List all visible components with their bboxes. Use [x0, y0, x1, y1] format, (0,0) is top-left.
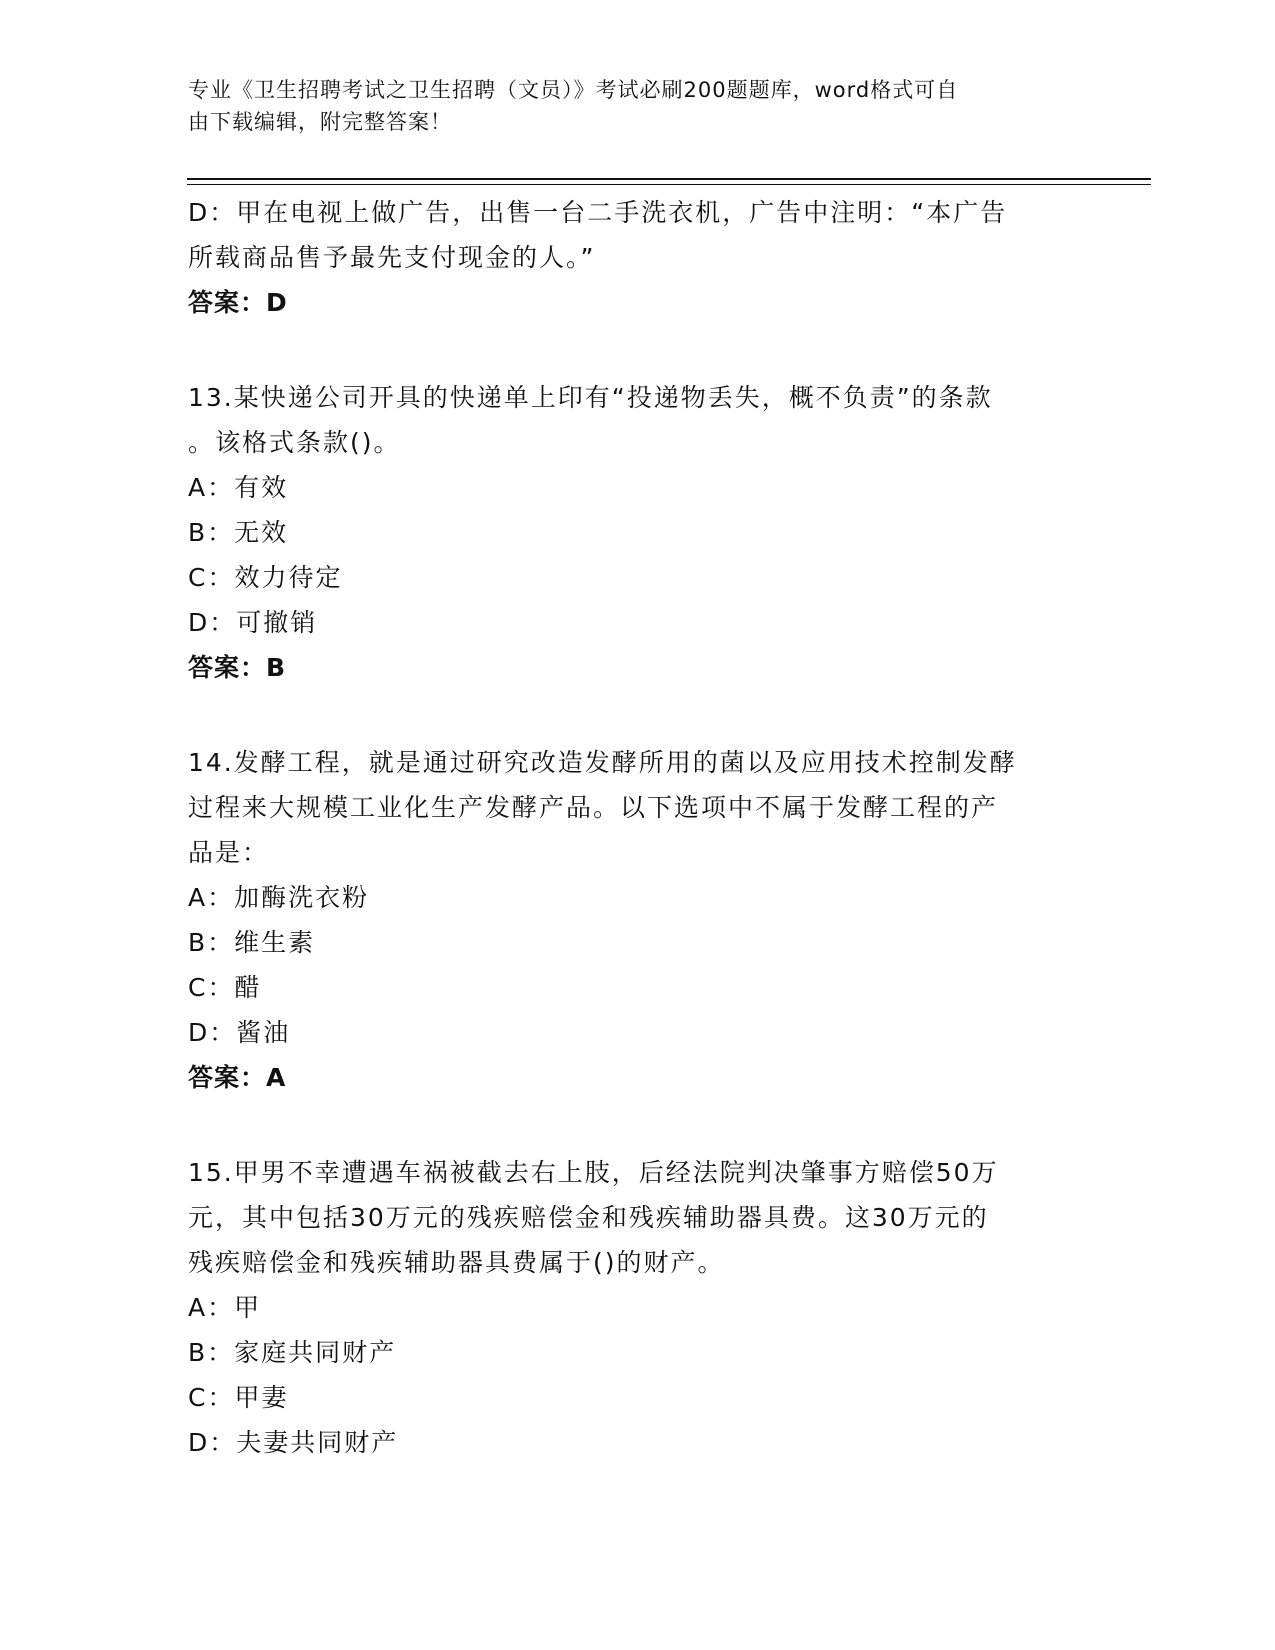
header-line-2: 由下载编辑，附完整答案！: [188, 110, 452, 134]
question-text-line: 13.某快递公司开具的快递单上印有“投递物丢失，概不负责”的条款: [188, 383, 993, 412]
option-a: A：有效: [188, 473, 289, 502]
answer-line: 答案：B: [188, 653, 287, 682]
answer-line: 答案：A: [188, 1063, 287, 1092]
question-text-line: 元，其中包括30万元的残疾赔偿金和残疾辅助器具费。这30万元的: [188, 1203, 989, 1232]
question-fragment: [188, 190, 1078, 326]
option-c: C：甲妻: [188, 1383, 289, 1412]
question-text-line: 14.发酵工程，就是通过研究改造发酵所用的菌以及应用技术控制发酵: [188, 748, 1017, 777]
document-header: [188, 74, 1068, 138]
question-15: [188, 1150, 1078, 1465]
question-text-line: 。该格式条款()。: [188, 428, 401, 457]
fragment-line: D：甲在电视上做广告，出售一台二手洗衣机，广告中注明：“本广告: [188, 198, 1008, 227]
question-text-line: 过程来大规模工业化生产发酵产品。以下选项中不属于发酵工程的产: [188, 793, 999, 822]
header-line-1: 专业《卫生招聘考试之卫生招聘（文员）》考试必刷200题题库，word格式可自: [188, 78, 959, 102]
question-text-line: 残疾赔偿金和残疾辅助器具费属于()的财产。: [188, 1248, 725, 1277]
header-divider: [187, 178, 1151, 185]
option-b: B：维生素: [188, 928, 316, 957]
option-a: A：加酶洗衣粉: [188, 883, 370, 912]
option-c: C：醋: [188, 973, 262, 1002]
answer-line: 答案：D: [188, 288, 288, 317]
question-text-line: 品是：: [188, 838, 270, 867]
question-text-line: 15.甲男不幸遭遇车祸被截去右上肢，后经法院判决肇事方赔偿50万: [188, 1158, 999, 1187]
option-d: D：可撤销: [188, 608, 318, 637]
question-14: [188, 740, 1078, 1101]
option-d: D：酱油: [188, 1018, 291, 1047]
question-13: [188, 375, 1078, 691]
option-d: D：夫妻共同财产: [188, 1428, 399, 1457]
option-b: B：家庭共同财产: [188, 1338, 397, 1367]
document-body: [188, 190, 1078, 1465]
option-c: C：效力待定: [188, 563, 343, 592]
option-a: A：甲: [188, 1293, 262, 1322]
option-b: B：无效: [188, 518, 289, 547]
fragment-line: 所载商品售予最先支付现金的人。”: [188, 243, 596, 272]
